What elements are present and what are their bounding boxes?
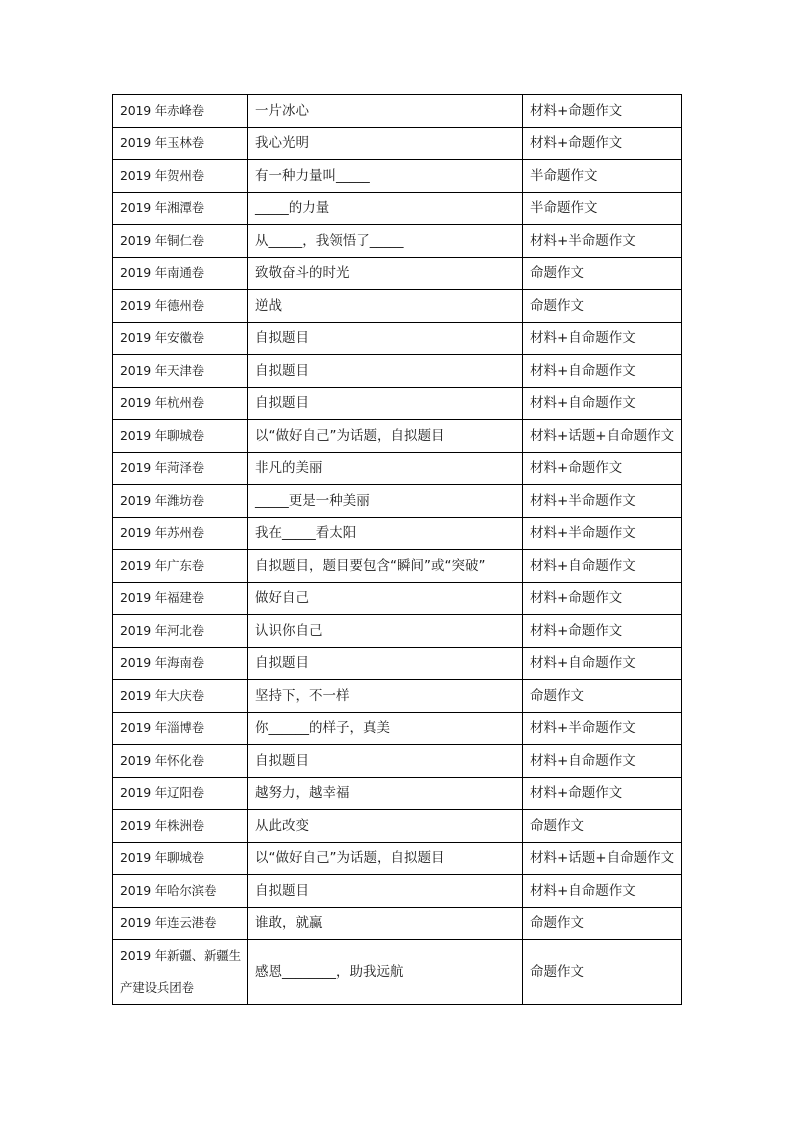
essay-topic-cell: 坚持下，不一样	[248, 680, 523, 713]
table-row	[113, 290, 682, 323]
essay-topic-cell: _____的力量	[248, 192, 523, 225]
exam-paper-cell: 2019 年湘潭卷	[113, 192, 248, 225]
essay-topics-sheet	[112, 94, 681, 1005]
essay-type-cell: 半命题作文	[523, 160, 682, 193]
essay-type-cell: 命题作文	[523, 257, 682, 290]
essay-topic-cell: 非凡的美丽	[248, 452, 523, 485]
essay-topic-cell: 越努力，越幸福	[248, 777, 523, 810]
exam-paper-cell: 2019 年大庆卷	[113, 680, 248, 713]
table-row	[113, 875, 682, 908]
exam-paper-cell: 2019 年广东卷	[113, 550, 248, 583]
table-row	[113, 387, 682, 420]
table-row	[113, 420, 682, 453]
essay-type-cell: 材料+半命题作文	[523, 225, 682, 258]
essay-type-cell: 材料+命题作文	[523, 452, 682, 485]
essay-type-cell: 材料+自命题作文	[523, 387, 682, 420]
exam-paper-cell: 2019 年铜仁卷	[113, 225, 248, 258]
exam-paper-cell: 2019 年杭州卷	[113, 387, 248, 420]
table-row	[113, 745, 682, 778]
essay-topic-cell: 自拟题目	[248, 647, 523, 680]
exam-paper-cell: 2019 年菏泽卷	[113, 452, 248, 485]
exam-paper-cell: 2019 年海南卷	[113, 647, 248, 680]
essay-topic-cell: 有一种力量叫_____	[248, 160, 523, 193]
table-row	[113, 127, 682, 160]
essay-topic-cell: 我心光明	[248, 127, 523, 160]
essay-topic-cell: 感恩________，助我远航	[248, 940, 523, 1005]
table-row	[113, 582, 682, 615]
essay-topics-table	[112, 94, 682, 1005]
essay-type-cell: 材料+自命题作文	[523, 745, 682, 778]
exam-paper-cell: 2019 年新疆、新疆生产建设兵团卷	[113, 940, 248, 1005]
exam-paper-cell: 2019 年德州卷	[113, 290, 248, 323]
essay-topic-cell: 你______的样子，真美	[248, 712, 523, 745]
table-row	[113, 355, 682, 388]
essay-type-cell: 材料+命题作文	[523, 127, 682, 160]
essay-type-cell: 材料+半命题作文	[523, 485, 682, 518]
essay-topic-cell: 自拟题目	[248, 322, 523, 355]
essay-type-cell: 材料+自命题作文	[523, 322, 682, 355]
exam-paper-cell: 2019 年聊城卷	[113, 420, 248, 453]
essay-topic-cell: 以“做好自己”为话题，自拟题目	[248, 420, 523, 453]
exam-paper-cell: 2019 年株洲卷	[113, 810, 248, 843]
essay-topic-cell: 逆战	[248, 290, 523, 323]
essay-type-cell: 命题作文	[523, 907, 682, 940]
essay-topic-cell: 做好自己	[248, 582, 523, 615]
exam-paper-cell: 2019 年苏州卷	[113, 517, 248, 550]
table-row	[113, 322, 682, 355]
table-row	[113, 647, 682, 680]
essay-topic-cell: 自拟题目	[248, 745, 523, 778]
table-row	[113, 777, 682, 810]
essay-type-cell: 材料+自命题作文	[523, 355, 682, 388]
exam-paper-cell: 2019 年赤峰卷	[113, 95, 248, 128]
essay-topic-cell: 谁敢，就赢	[248, 907, 523, 940]
exam-paper-cell: 2019 年安徽卷	[113, 322, 248, 355]
essay-type-cell: 材料+半命题作文	[523, 712, 682, 745]
essay-topic-cell: 自拟题目	[248, 355, 523, 388]
exam-paper-cell: 2019 年怀化卷	[113, 745, 248, 778]
table-row	[113, 517, 682, 550]
essay-type-cell: 材料+命题作文	[523, 615, 682, 648]
essay-topic-cell: 自拟题目，题目要包含“瞬间”或“突破”	[248, 550, 523, 583]
exam-paper-cell: 2019 年贺州卷	[113, 160, 248, 193]
exam-paper-cell: 2019 年南通卷	[113, 257, 248, 290]
essay-type-cell: 材料+话题+自命题作文	[523, 842, 682, 875]
essay-type-cell: 材料+命题作文	[523, 582, 682, 615]
essay-type-cell: 材料+自命题作文	[523, 647, 682, 680]
table-row	[113, 712, 682, 745]
essay-type-cell: 命题作文	[523, 810, 682, 843]
exam-paper-cell: 2019 年淄博卷	[113, 712, 248, 745]
essay-topic-cell: 从此改变	[248, 810, 523, 843]
essay-topic-cell: 一片冰心	[248, 95, 523, 128]
exam-paper-cell: 2019 年潍坊卷	[113, 485, 248, 518]
essay-topic-cell: 自拟题目	[248, 875, 523, 908]
table-row	[113, 615, 682, 648]
table-row	[113, 550, 682, 583]
essay-type-cell: 命题作文	[523, 290, 682, 323]
essay-topic-cell: 认识你自己	[248, 615, 523, 648]
essay-type-cell: 命题作文	[523, 940, 682, 1005]
essay-type-cell: 命题作文	[523, 680, 682, 713]
table-row	[113, 95, 682, 128]
table-row	[113, 160, 682, 193]
exam-paper-cell: 2019 年辽阳卷	[113, 777, 248, 810]
essay-type-cell: 材料+自命题作文	[523, 875, 682, 908]
table-row	[113, 940, 682, 1005]
essay-topic-cell: _____更是一种美丽	[248, 485, 523, 518]
table-row	[113, 842, 682, 875]
table-row	[113, 680, 682, 713]
exam-paper-cell: 2019 年河北卷	[113, 615, 248, 648]
essay-topic-cell: 我在_____看太阳	[248, 517, 523, 550]
essay-type-cell: 材料+命题作文	[523, 95, 682, 128]
table-row	[113, 810, 682, 843]
essay-topic-cell: 以“做好自己”为话题，自拟题目	[248, 842, 523, 875]
exam-paper-cell: 2019 年连云港卷	[113, 907, 248, 940]
table-row	[113, 257, 682, 290]
exam-paper-cell: 2019 年福建卷	[113, 582, 248, 615]
table-row	[113, 485, 682, 518]
table-row	[113, 225, 682, 258]
exam-paper-cell: 2019 年哈尔滨卷	[113, 875, 248, 908]
exam-paper-cell: 2019 年天津卷	[113, 355, 248, 388]
table-row	[113, 192, 682, 225]
table-body	[113, 95, 682, 1005]
exam-paper-cell: 2019 年玉林卷	[113, 127, 248, 160]
essay-type-cell: 材料+半命题作文	[523, 517, 682, 550]
essay-type-cell: 材料+自命题作文	[523, 550, 682, 583]
essay-topic-cell: 从_____，我领悟了_____	[248, 225, 523, 258]
essay-type-cell: 材料+话题+自命题作文	[523, 420, 682, 453]
essay-topic-cell: 自拟题目	[248, 387, 523, 420]
exam-paper-cell: 2019 年聊城卷	[113, 842, 248, 875]
table-row	[113, 452, 682, 485]
essay-type-cell: 半命题作文	[523, 192, 682, 225]
essay-topic-cell: 致敬奋斗的时光	[248, 257, 523, 290]
essay-type-cell: 材料+命题作文	[523, 777, 682, 810]
table-row	[113, 907, 682, 940]
